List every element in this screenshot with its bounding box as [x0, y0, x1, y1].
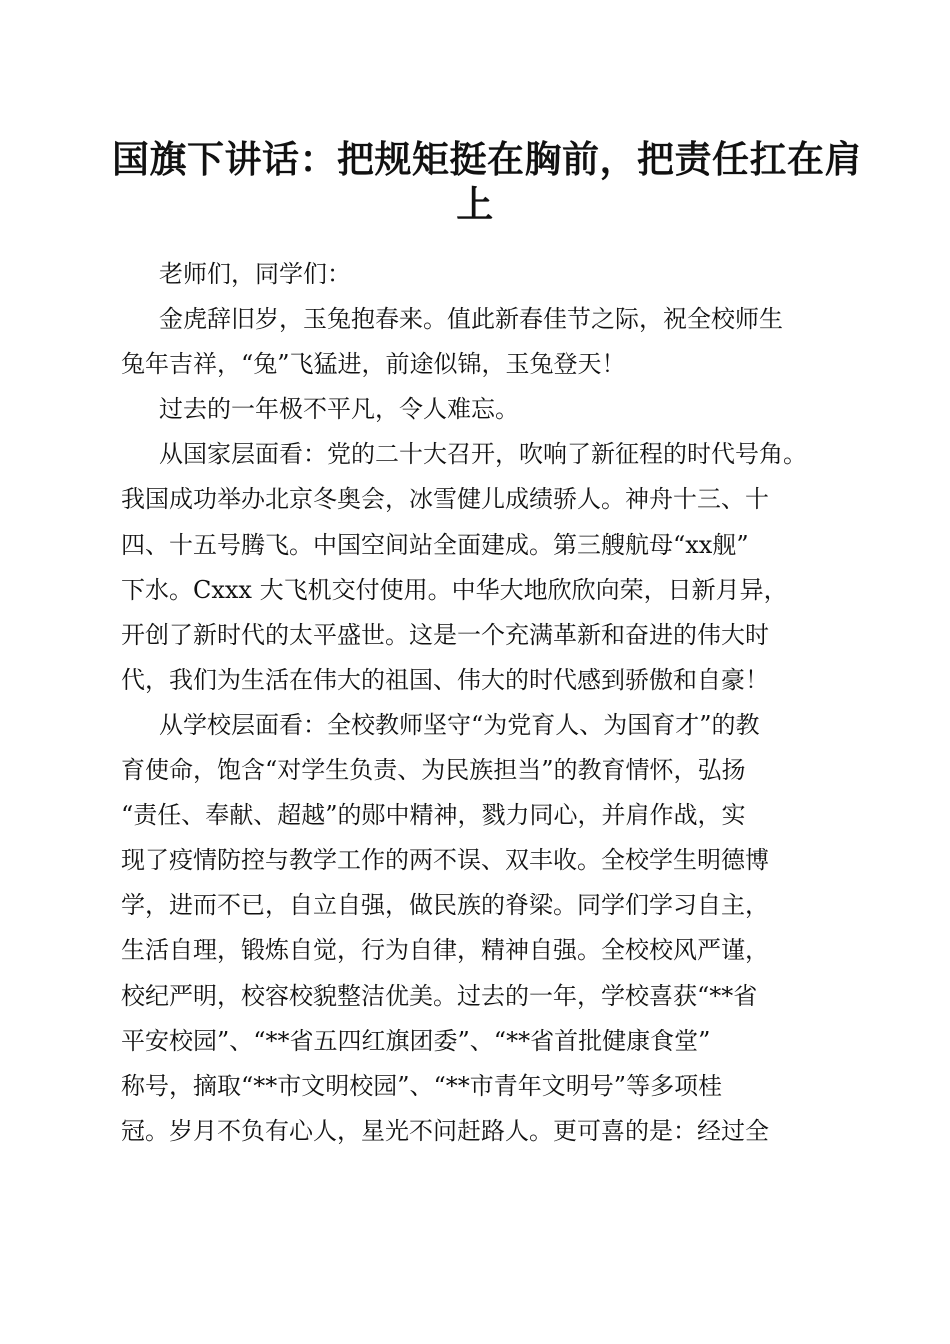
title-line: 上	[456, 182, 494, 227]
paragraph-line: 生活自理，锻炼自觉，行为自律，精神自强。全校校风严谨，	[121, 936, 769, 965]
paragraph-line: 冠。岁月不负有心人，星光不问赶路人。更可喜的是：经过全	[121, 1116, 769, 1145]
title-line: 国旗下讲话：把规矩挺在胸前，把责任扛在肩	[112, 137, 862, 181]
paragraph-line: 校纪严明，校容校貌整洁优美。过去的一年，学校喜获“**省	[121, 981, 758, 1010]
salutation: 老师们，同学们：	[159, 260, 351, 288]
paragraph-line: 现了疫情防控与教学工作的两不误、双丰收。全校学生明德博	[121, 846, 769, 875]
paragraph-line: 代，我们为生活在伟大的祖国、伟大的时代感到骄傲和自豪！	[121, 665, 769, 694]
paragraph-line: 学，进而不已，自立自强，做民族的脊梁。同学们学习自主，	[121, 891, 769, 920]
paragraph-line: 称号，摘取“**市文明校园”、“**市青年文明号”等多项桂	[121, 1071, 723, 1100]
paragraph-line: 从学校层面看：全校教师坚守“为党育人、为国育才”的教	[159, 710, 760, 739]
paragraph-line: 兔年吉祥，“兔”飞猛进，前途似锦，玉兔登天！	[121, 350, 626, 379]
paragraph-line: 育使命，饱含“对学生负责、为民族担当”的教育情怀，弘扬	[121, 756, 746, 785]
paragraph-line: 四、十五号腾飞。中国空间站全面建成。第三艘航母“xx舰”	[121, 530, 749, 559]
paragraph-line: 我国成功举办北京冬奥会，冰雪健儿成绩骄人。神舟十三、十	[121, 485, 769, 514]
paragraph-line: 从国家层面看：党的二十大召开，吹响了新征程的时代号角。	[159, 440, 807, 469]
paragraph-line: 过去的一年极不平凡，令人难忘。	[159, 395, 519, 424]
document-body	[121, 252, 833, 1154]
paragraph-line: “责任、奉献、超越”的郧中精神，戮力同心，并肩作战，实	[121, 801, 746, 830]
document-title	[112, 134, 862, 227]
paragraph-line: 下水。Cxxx 大飞机交付使用。中华大地欣欣向荣，日新月异，	[121, 575, 788, 604]
paragraph-line: 金虎辞旧岁，玉兔抱春来。值此新春佳节之际，祝全校师生	[159, 305, 783, 334]
paragraph-line: 开创了新时代的太平盛世。这是一个充满革新和奋进的伟大时	[121, 620, 769, 649]
paragraph-line: 平安校园”、“**省五四红旗团委”、“**省首批健康食堂”	[121, 1026, 711, 1055]
